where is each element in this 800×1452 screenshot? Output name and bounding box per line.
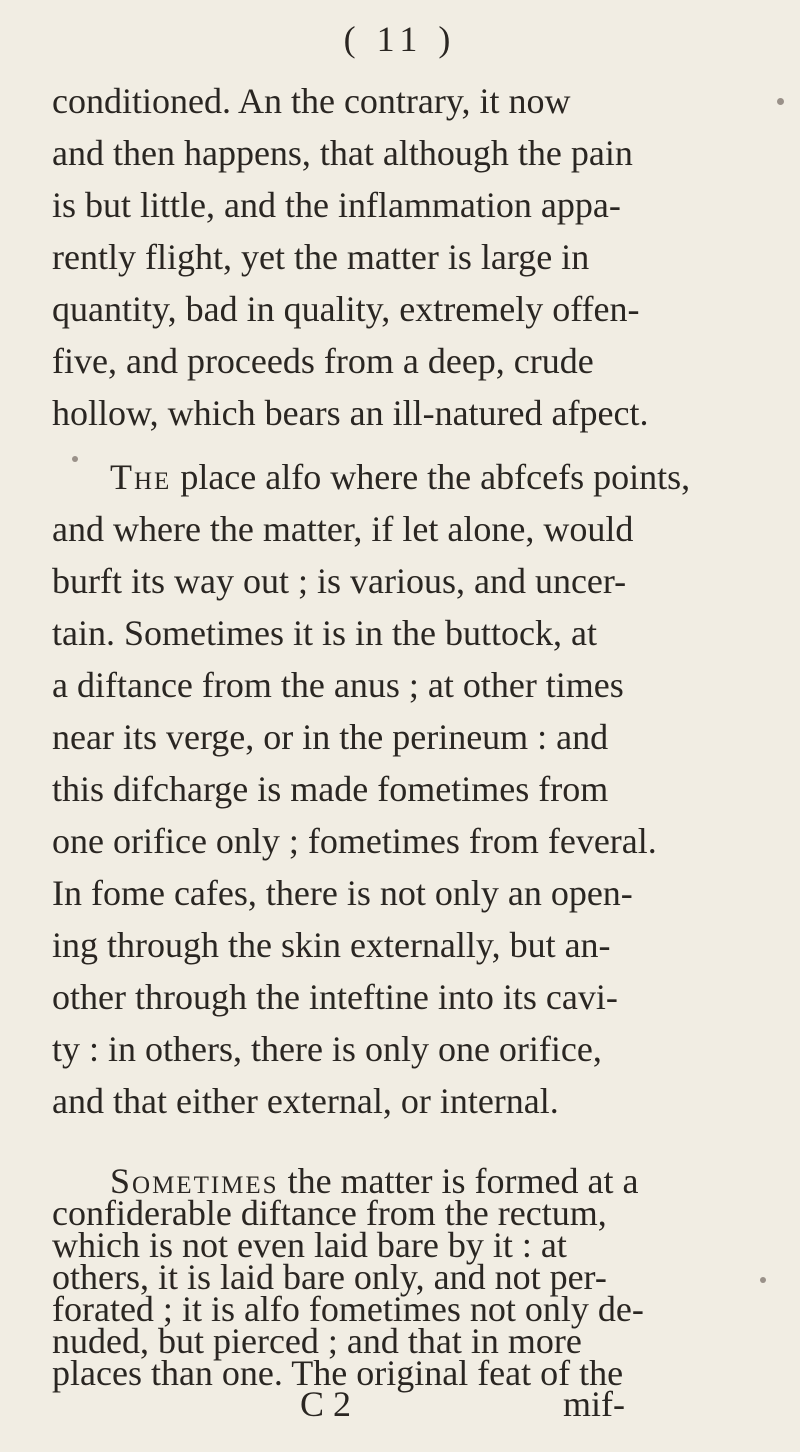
text-line: near its verge, or in the perineum : and: [52, 717, 609, 757]
catchword: mif-: [563, 1384, 625, 1424]
text-line: conditioned. An the contrary, it now: [52, 81, 571, 121]
paragraph-first-line: [110, 459, 690, 495]
text-line: confiderable diftance from the rectum,: [52, 1193, 607, 1233]
paper-speck: [760, 1277, 766, 1283]
text-line: rently flight, yet the matter is large in: [52, 237, 590, 277]
text-line: and where the matter, if let alone, would: [52, 509, 634, 549]
text-line: In fome cafes, there is not only an open-: [52, 873, 633, 913]
page-number: ( 11 ): [343, 19, 457, 59]
text-line: one orifice only ; fometimes from feveral.: [52, 821, 657, 861]
text-span: the matter is formed at a: [278, 1161, 639, 1201]
text-line: quantity, bad in quality, extremely offen-: [52, 289, 640, 329]
text-line: nuded, but pierced ; and that in more: [52, 1321, 582, 1361]
text-line: forated ; it is alfo fometimes not only de-: [52, 1289, 644, 1329]
paragraph-lead-word: Sometimes: [110, 1161, 279, 1201]
text-line: other through the inteftine into its cavi-: [52, 977, 618, 1017]
text-line: others, it is laid bare only, and not per-: [52, 1257, 607, 1297]
text-line: a diftance from the anus ; at other times: [52, 665, 624, 705]
text-line: hollow, which bears an ill-natured afpect.: [52, 393, 649, 433]
text-line: places than one. The original feat of the: [52, 1353, 624, 1393]
text-line: burft its way out ; is various, and uncer-: [52, 561, 627, 601]
text-line: five, and proceeds from a deep, crude: [52, 341, 594, 381]
text-line: which is not even laid bare by it : at: [52, 1225, 567, 1265]
text-line: and then happens, that although the pain: [52, 133, 633, 173]
text-line: and that either external, or internal.: [52, 1081, 559, 1121]
signature-mark: C 2: [300, 1384, 352, 1424]
text-line: is but little, and the inflammation appa-: [52, 185, 621, 225]
paper-speck: [72, 456, 78, 462]
paragraph-lead-word: The: [110, 457, 172, 497]
text-span: place alfo where the abfcefs points,: [171, 457, 691, 497]
text-line: tain. Sometimes it is in the buttock, at: [52, 613, 597, 653]
text-line: ing through the skin externally, but an-: [52, 925, 611, 965]
paper-speck: [777, 98, 784, 105]
text-line: ty : in others, there is only one orifice,: [52, 1029, 602, 1069]
text-line: this difcharge is made fometimes from: [52, 769, 609, 809]
